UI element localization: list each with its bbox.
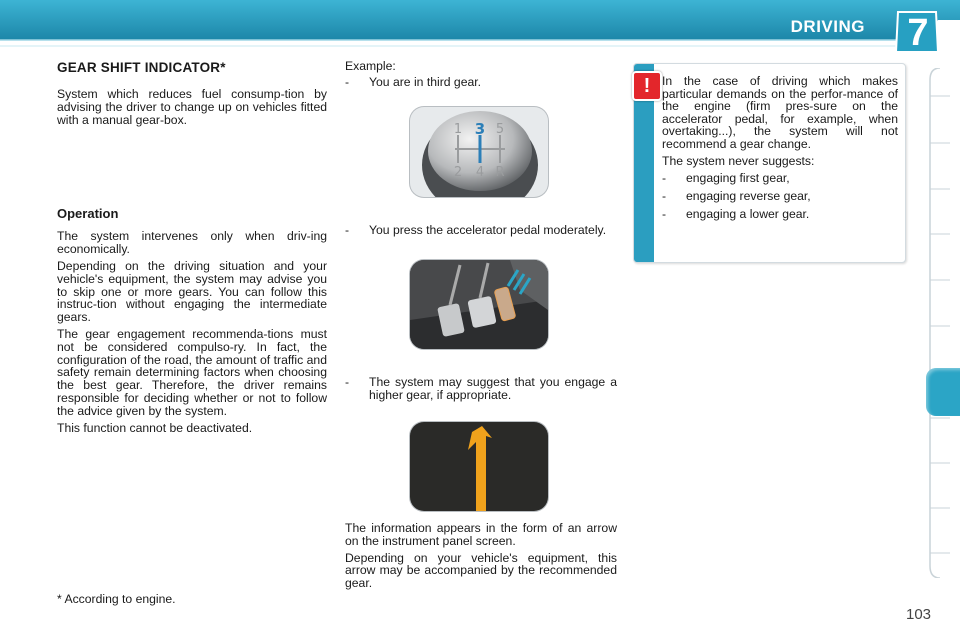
example-item-text: The system may suggest that you engage a higher gear, if appropriate. <box>369 375 617 402</box>
dash-bullet: - <box>662 189 667 204</box>
chapter-title: DRIVING <box>790 17 865 36</box>
operation-paragraph: This function cannot be deactivated. <box>57 420 253 435</box>
gear-label: 2 <box>453 165 463 180</box>
warning-list-text: engaging reverse gear, <box>686 189 811 204</box>
operation-title: Operation <box>57 206 119 222</box>
warning-paragraph: The system never suggests: <box>662 153 815 168</box>
operation-paragraph: Depending on the driving situation and your vehicle's equipment, the system may advise you to skip one or more gears. You can follow this instruc-tion without engaging the intermediate gears. <box>57 258 327 325</box>
chapter-number: 7 <box>907 12 929 54</box>
gear-knob-image <box>410 107 548 197</box>
dash-bullet: - <box>662 171 667 186</box>
warning-list-item <box>662 172 898 185</box>
gear-knob-icon <box>410 107 548 197</box>
gear-label: 4 <box>475 165 485 180</box>
example-item-row <box>345 376 617 402</box>
info-paragraph: Depending on your vehicle's equipment, this arrow may be accompanied by the recommended gear. <box>345 550 617 591</box>
gear-label: 5 <box>495 122 505 137</box>
pedals-image <box>410 260 548 349</box>
chapter-tab-strip <box>926 68 960 578</box>
gear-label: 1 <box>453 122 463 137</box>
example-item <box>345 76 617 89</box>
dash-bullet: - <box>345 223 350 237</box>
info-block <box>345 522 617 594</box>
example-item-text: You press the accelerator pedal moderately. <box>369 223 607 237</box>
warning-box <box>633 63 906 263</box>
dash-bullet: - <box>345 375 350 389</box>
info-paragraph: The information appears in the form of an arrow on the instrument panel screen. <box>345 521 617 548</box>
warning-list-item <box>662 190 898 203</box>
dash-bullet: - <box>662 206 667 221</box>
dash-bullet: - <box>345 74 350 89</box>
page-number: 103 <box>906 606 932 623</box>
warning-text <box>662 75 898 225</box>
shift-up-arrow-icon <box>410 422 548 511</box>
warning-icon: ! <box>632 71 662 101</box>
example-item-text: You are in third gear. <box>369 74 482 89</box>
footnote: * According to engine. <box>57 592 176 606</box>
shift-up-indicator-image <box>410 422 548 511</box>
chapter-tab-active[interactable] <box>926 368 960 416</box>
left-column <box>57 60 327 438</box>
operation-paragraph: The system intervenes only when driv-ing economically. <box>57 229 327 257</box>
middle-column <box>345 60 617 93</box>
pedals-icon <box>410 260 548 349</box>
warning-paragraph: In the case of driving which makes particular demands on the perfor-mance of the engine (firm pres-sure on the accelerator pedal, for example, when overtaking...), the system will not recommend a gear change. <box>662 74 898 151</box>
warning-list-text: engaging first gear, <box>686 171 790 186</box>
gear-label-active: 3 <box>474 120 486 138</box>
section-title: GEAR SHIFT INDICATOR* <box>57 60 226 75</box>
intro-paragraph: System which reduces fuel consump-tion by advising the driver to change up on vehicles fitted with a manual gear-box. <box>57 87 327 127</box>
gear-label: R <box>495 165 505 180</box>
example-item <box>345 224 617 241</box>
example-item <box>345 376 617 406</box>
example-item-row <box>345 224 617 237</box>
example-label: Example: <box>345 59 396 73</box>
warning-list-text: engaging a lower gear. <box>686 206 810 221</box>
warning-list-item <box>662 208 898 221</box>
operation-paragraph: The gear engagement recommenda-tions must not be considered compulso-ry. In fact, the configuration of the road, the amount of traffic and safety remain determining factors when choosing the best gear. Therefore, the driver remains responsible for deciding whether or not to follow the advice given by the system. <box>57 326 327 418</box>
